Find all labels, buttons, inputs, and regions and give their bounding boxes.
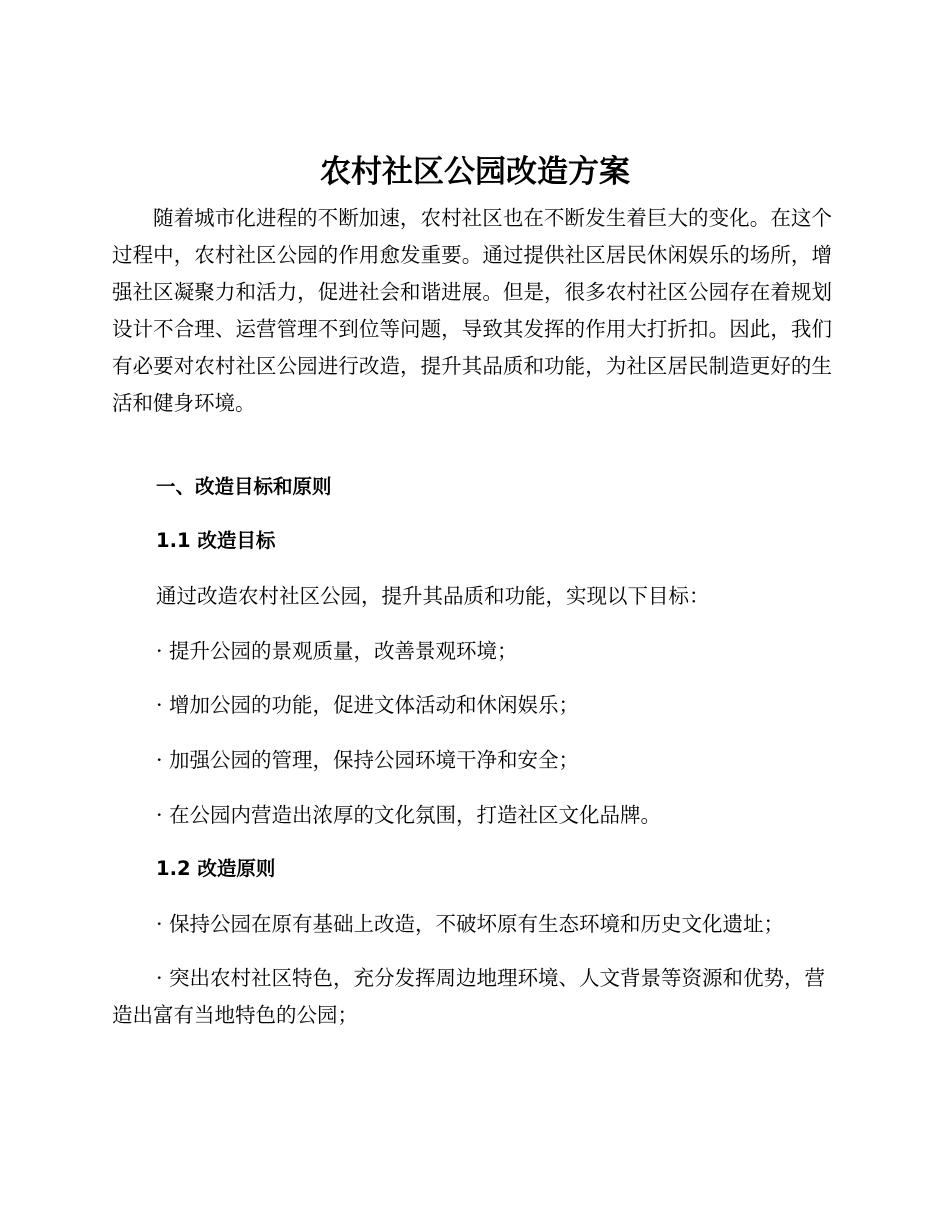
list-item: · 提升公园的景观质量，改善景观环境； [156, 639, 518, 663]
list-item: · 保持公园在原有基础上改造，不破坏原有生态环境和历史文化遗址； [156, 912, 785, 936]
intro-paragraph: 随着城市化进程的不断加速，农村社区也在不断发生着巨大的变化。在这个过程中，农村社区公园的作用愈发重要。通过提供社区居民休闲娱乐的场所，增强社区凝聚力和活力，促进社会和谐进展。但是，很多农村社区公园存在着规划设计不合理、运营管理不到位等问题，导致其发挥的作用大打折扣。因此，我们有必要对农村社区公园进行改造，提升其品质和功能，为社区居民制造更好的生活和健身环境。 [112, 206, 832, 415]
subsection-heading-principles: 1.2 改造原则 [156, 857, 276, 880]
document-title: 农村社区公园改造方案 [320, 154, 630, 190]
section-heading: 一、改造目标和原则 [156, 475, 332, 498]
list-item: · 在公园内营造出浓厚的文化氛围，打造社区文化品牌。 [156, 803, 662, 827]
goals-lead-text: 通过改造农村社区公园，提升其品质和功能，实现以下目标： [156, 584, 710, 608]
list-item: · 增加公园的功能，促进文体活动和休闲娱乐； [156, 693, 580, 717]
list-item: · 加强公园的管理，保持公园环境干净和安全； [156, 748, 580, 772]
subsection-heading-goals: 1.1 改造目标 [156, 529, 276, 552]
list-item: · 突出农村社区特色，充分发挥周边地理环境、人文背景等资源和优势，营造出富有当地特色的公园； [112, 966, 826, 1027]
